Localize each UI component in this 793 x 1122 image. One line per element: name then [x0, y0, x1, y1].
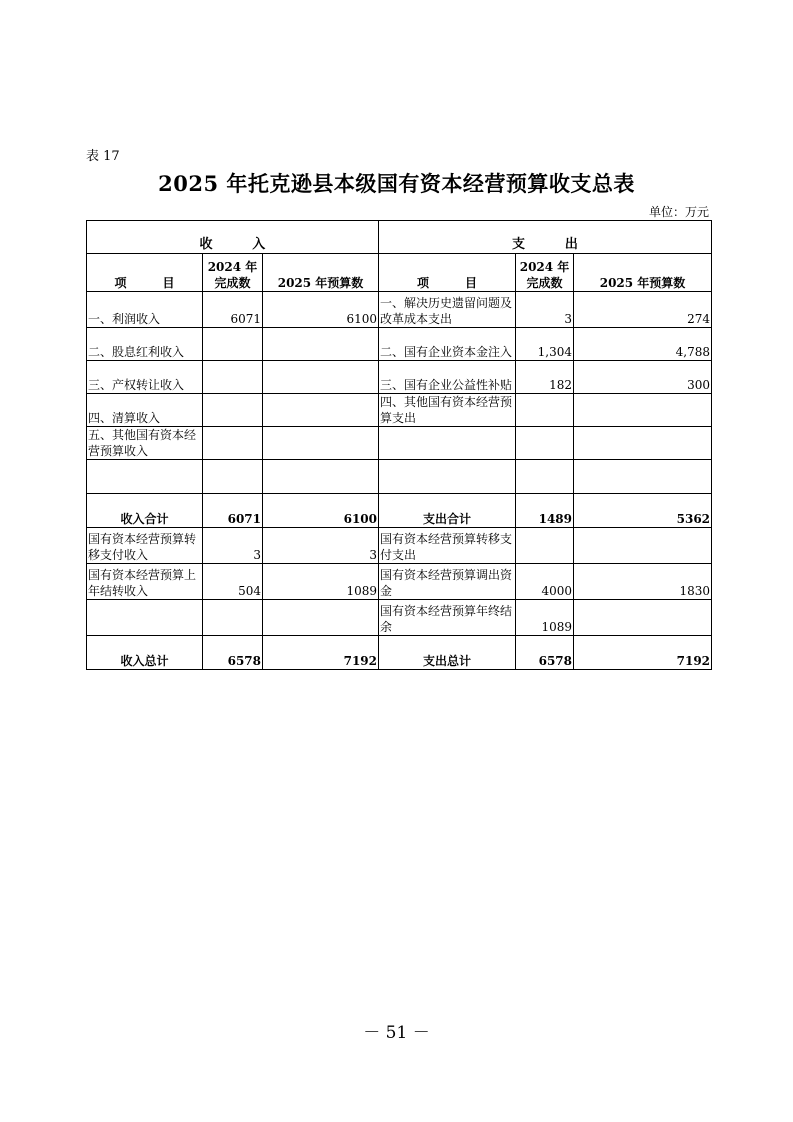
income-item: 三、产权转让收入 — [87, 361, 203, 394]
expense-2025-value: 300 — [574, 361, 712, 394]
income-item: 一、利润收入 — [87, 292, 203, 328]
table-row — [87, 361, 712, 394]
expense-subtotal-2024: 1489 — [516, 494, 574, 528]
expense-2024-value — [516, 394, 574, 427]
expense-item: 四、其他国有资本经营预算支出 — [379, 394, 516, 427]
expense-item: 国有资本经营预算年终结余 — [379, 600, 516, 636]
income-2025-value — [263, 460, 379, 494]
income-2025-header: 2025 年预算数 — [263, 254, 379, 292]
income-2024-value: 504 — [203, 564, 263, 600]
table-row-blank — [87, 460, 712, 494]
income-2024-value — [203, 600, 263, 636]
income-2025-value — [263, 600, 379, 636]
expense-item: 二、国有企业资本金注入 — [379, 328, 516, 361]
income-2024-value: 6071 — [203, 292, 263, 328]
income-2024-value: 3 — [203, 528, 263, 564]
total-row — [87, 636, 712, 670]
table-row — [87, 394, 712, 427]
income-2025-value — [263, 361, 379, 394]
table-row — [87, 292, 712, 328]
income-item: 四、清算收入 — [87, 394, 203, 427]
income-item: 国有资本经营预算上年结转收入 — [87, 564, 203, 600]
income-subtotal-2024: 6071 — [203, 494, 263, 528]
income-total-label: 收入总计 — [87, 636, 203, 670]
expense-total-label: 支出总计 — [379, 636, 516, 670]
income-2024-value — [203, 361, 263, 394]
income-2024-value — [203, 394, 263, 427]
table-row — [87, 528, 712, 564]
expense-item-header: 项 目 — [379, 254, 516, 292]
expense-2024-value: 4000 — [516, 564, 574, 600]
income-2024-value — [203, 460, 263, 494]
expense-total-2024: 6578 — [516, 636, 574, 670]
income-item: 五、其他国有资本经营预算收入 — [87, 427, 203, 460]
income-2025-value — [263, 427, 379, 460]
income-total-2024: 6578 — [203, 636, 263, 670]
page-title: 2025 年托克逊县本级国有资本经营预算收支总表 — [158, 171, 635, 196]
budget-table — [86, 220, 712, 670]
expense-2024-value: 1,304 — [516, 328, 574, 361]
expense-2024-value — [516, 528, 574, 564]
expense-2024-header: 2024 年完成数 — [516, 254, 574, 292]
expense-2025-value — [574, 394, 712, 427]
expense-2025-value — [574, 427, 712, 460]
expense-subtotal-label: 支出合计 — [379, 494, 516, 528]
income-2024-header: 2024 年完成数 — [203, 254, 263, 292]
header-row-sections — [87, 221, 712, 254]
income-item: 二、股息红利收入 — [87, 328, 203, 361]
expense-item: 国有资本经营预算转移支付支出 — [379, 528, 516, 564]
income-subtotal-2025: 6100 — [263, 494, 379, 528]
expense-2024-value: 182 — [516, 361, 574, 394]
expense-2025-value — [574, 528, 712, 564]
income-section-header: 收 入 — [87, 221, 379, 254]
expense-2025-value — [574, 460, 712, 494]
expense-total-2025: 7192 — [574, 636, 712, 670]
expense-2025-value: 274 — [574, 292, 712, 328]
expense-2024-value: 1089 — [516, 600, 574, 636]
table-number: 表 17 — [86, 149, 120, 164]
income-2024-value — [203, 427, 263, 460]
income-item — [87, 460, 203, 494]
income-2025-value — [263, 328, 379, 361]
expense-item — [379, 460, 516, 494]
income-2024-value — [203, 328, 263, 361]
expense-2024-value — [516, 460, 574, 494]
income-2025-value: 3 — [263, 528, 379, 564]
income-total-2025: 7192 — [263, 636, 379, 670]
expense-subtotal-2025: 5362 — [574, 494, 712, 528]
subtotal-row — [87, 494, 712, 528]
expense-2025-value: 1830 — [574, 564, 712, 600]
unit-label: 单位：万元 — [648, 205, 709, 219]
table-row — [87, 564, 712, 600]
expense-item: 一、解决历史遗留问题及改革成本支出 — [379, 292, 516, 328]
expense-2024-value: 3 — [516, 292, 574, 328]
expense-2025-value: 4,788 — [574, 328, 712, 361]
table-row — [87, 328, 712, 361]
expense-section-header: 支 出 — [379, 221, 712, 254]
expense-item: 国有资本经营预算调出资金 — [379, 564, 516, 600]
expense-2024-value — [516, 427, 574, 460]
income-2025-value: 6100 — [263, 292, 379, 328]
expense-item: 三、国有企业公益性补贴 — [379, 361, 516, 394]
expense-item — [379, 427, 516, 460]
income-item — [87, 600, 203, 636]
income-item: 国有资本经营预算转移支付收入 — [87, 528, 203, 564]
header-row-columns — [87, 254, 712, 292]
table-row — [87, 600, 712, 636]
expense-2025-value — [574, 600, 712, 636]
income-2025-value — [263, 394, 379, 427]
page-number: － 51 － — [363, 1023, 430, 1043]
income-subtotal-label: 收入合计 — [87, 494, 203, 528]
income-item-header: 项 目 — [87, 254, 203, 292]
income-2025-value: 1089 — [263, 564, 379, 600]
expense-2025-header: 2025 年预算数 — [574, 254, 712, 292]
table-row — [87, 427, 712, 460]
